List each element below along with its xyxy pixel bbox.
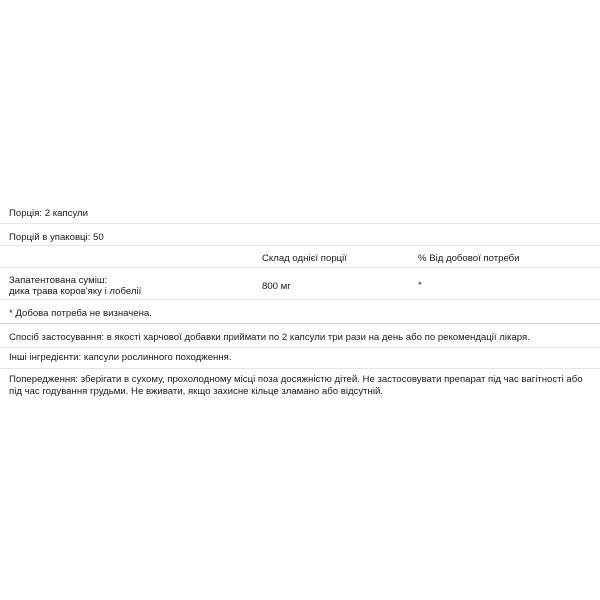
footnote-row [0,300,600,324]
warnings-text: Попередження: зберігати в сухому, прохолодному місці поза досяжністю дітей. Не застосовувати препарат під час вагітності або під час годування грудьми. Не вживати, якщо захисне кільце зламано або відсутній. [9,374,583,397]
serving-size-row [0,197,600,224]
servings-per-container-row [0,224,600,246]
serving-size-text: Порція: 2 капсули [9,208,88,219]
supplement-facts-table [0,197,600,324]
other-ingredients-text: Інші інгредієнти: капсули рослинного походження. [9,352,232,363]
ingredient-amount: 800 мг [262,281,291,292]
divider [0,347,600,348]
amount-per-serving-header: Склад однієї порції [262,253,347,264]
divider [0,368,600,369]
servings-per-container-text: Порцій в упаковці: 50 [9,232,104,243]
ingredient-name [9,275,141,297]
ingredient-name-line2: дика трава коров'яку і лобелії [9,286,142,297]
directions-text: Спосіб застосування: в якості харчової добавки приймати по 2 капсули три рази на день або по рекомендації лікаря. [9,332,530,343]
table-header-row [0,246,600,268]
table-row [0,268,600,300]
ingredient-name-line1: Запатентована суміш: [9,275,108,286]
ingredient-daily-value: * [418,280,422,291]
footnote-text: * Добова потреба не визначена. [9,308,152,319]
daily-value-header: % Від добової потреби [418,253,520,264]
supplement-facts-panel [0,197,600,324]
